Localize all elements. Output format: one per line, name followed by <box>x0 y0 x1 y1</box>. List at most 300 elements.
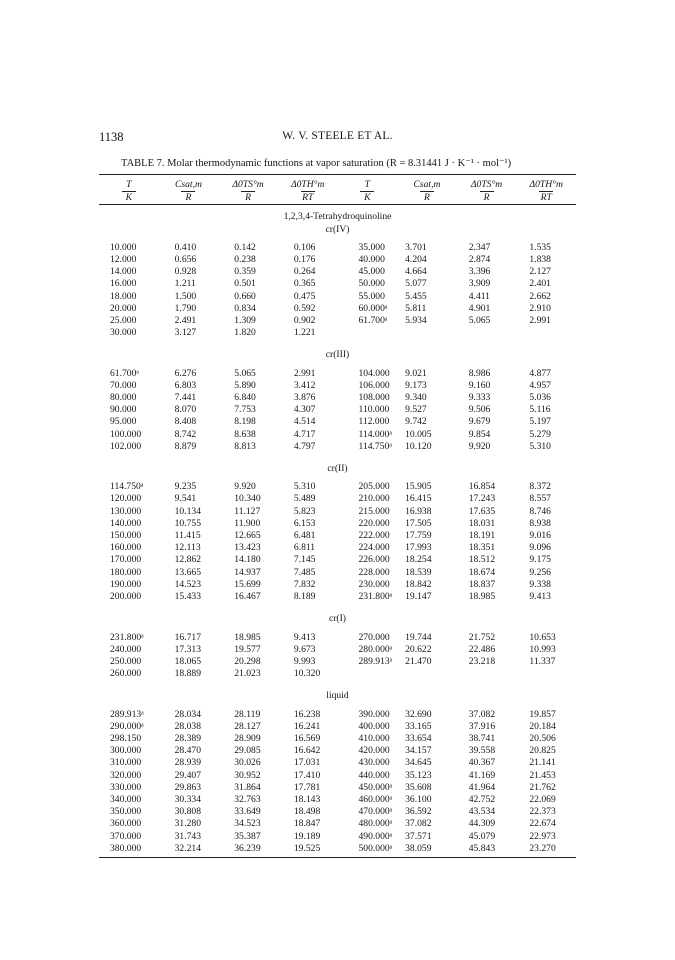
table-cell: 11.415 <box>174 530 201 542</box>
table-row <box>99 530 576 542</box>
table-cell: 2.127 <box>529 266 551 278</box>
table-cell: 9.160 <box>468 379 491 391</box>
table-cell: 16.241 <box>293 720 321 732</box>
table-cell: 4.307 <box>293 404 316 416</box>
table-cell: 20.000 <box>110 302 137 314</box>
table-cell: 17.993 <box>405 542 432 554</box>
table-row <box>99 831 576 843</box>
column-unit: R <box>241 191 255 204</box>
table-cell: 43.534 <box>468 806 496 818</box>
table-cell: 37.916 <box>468 720 496 732</box>
table-row <box>99 843 576 858</box>
table-cell: 0.359 <box>234 266 256 278</box>
table-cell: 140.000 <box>110 517 142 529</box>
table-cell: 170.000 <box>110 554 142 566</box>
table-cell: 4.664 <box>405 266 427 278</box>
table-cell: 21.453 <box>529 769 556 781</box>
table-cell: 180.000 <box>110 566 142 578</box>
table-cell: 5.890 <box>234 379 256 391</box>
table-cell: 55.000 <box>358 290 385 302</box>
table-cell: 470.000ᵃ <box>358 806 393 818</box>
table-cell: 12.113 <box>174 542 201 554</box>
table-cell: 50.000 <box>358 278 385 290</box>
table-cell: 4.877 <box>529 367 551 379</box>
table-cell: 350.000 <box>110 806 142 818</box>
table-cell: 0.106 <box>293 241 316 253</box>
table-cell <box>457 668 517 680</box>
table-cell: 9.175 <box>529 554 551 566</box>
table-body <box>99 175 576 858</box>
table-cell: 17.781 <box>293 781 321 793</box>
table-cell: 9.413 <box>529 591 551 603</box>
table-cell: 1.820 <box>234 327 256 339</box>
table-cell: 490.000ᵃ <box>358 830 393 842</box>
table-cell: 0.834 <box>234 302 256 314</box>
table-cell: 7.753 <box>234 404 256 416</box>
table-cell: 22.973 <box>529 830 556 842</box>
table-cell: 32.763 <box>234 793 261 805</box>
table-cell <box>516 668 576 680</box>
table-cell: 5.823 <box>293 505 316 517</box>
table-cell: 90.000 <box>110 404 137 416</box>
phase-label: cr(III) <box>325 349 350 361</box>
table-cell: 0.928 <box>174 266 197 278</box>
table-cell: 28.389 <box>174 732 202 744</box>
table-cell: 29.085 <box>234 745 261 757</box>
table-cell: 1.535 <box>529 241 551 253</box>
table-cell: 289.913ᵃ <box>358 655 393 667</box>
table-cell: 9.173 <box>405 379 427 391</box>
table-cell: 9.742 <box>405 416 427 428</box>
table-cell: 0.410 <box>174 241 197 253</box>
table-cell: 6.840 <box>234 392 256 404</box>
table-cell: 17.635 <box>468 505 496 517</box>
phase-label: liquid <box>326 690 349 702</box>
table-cell: 30.000 <box>110 327 137 339</box>
table-cell: 15.905 <box>405 481 432 493</box>
table-row <box>99 554 576 566</box>
table-cell: 4.797 <box>293 440 316 452</box>
table-row <box>99 733 576 745</box>
table-cell: 1.309 <box>234 315 256 327</box>
table-cell: 298.150 <box>110 732 142 744</box>
table-cell: 18.847 <box>293 818 321 830</box>
thermo-table <box>99 174 576 858</box>
table-cell: 28.127 <box>234 720 261 732</box>
table-cell: 210.000 <box>358 493 390 505</box>
table-cell: 18.985 <box>234 631 261 643</box>
column-header: Δ0TH°m <box>290 179 325 190</box>
table-row <box>99 644 576 656</box>
table-row <box>99 380 576 392</box>
table-cell: 8.813 <box>234 440 256 452</box>
column-header: Δ0TH°m <box>529 179 563 190</box>
column-unit: R <box>181 191 195 204</box>
table-cell: 104.000 <box>358 367 390 379</box>
table-cell: 5.116 <box>529 404 551 416</box>
table-cell: 41.169 <box>468 769 496 781</box>
table-cell: 45.843 <box>457 843 517 858</box>
table-cell: 0.238 <box>234 254 256 266</box>
table-cell: 8.638 <box>234 428 256 440</box>
table-cell: 7.441 <box>174 392 197 404</box>
table-cell: 29.407 <box>174 769 202 781</box>
phase-row <box>99 613 576 625</box>
table-cell: 18.539 <box>405 566 432 578</box>
table-row <box>99 441 576 453</box>
table-cell: 20.184 <box>529 720 556 732</box>
table-cell: 231.800ᵃ <box>110 631 144 643</box>
table-cell: 410.000 <box>358 732 390 744</box>
table-cell: 9.541 <box>174 493 197 505</box>
table-cell: 45.000 <box>358 266 385 278</box>
table-cell: 9.413 <box>293 631 316 643</box>
column-header: T <box>126 179 132 190</box>
table-cell: 15.699 <box>234 578 261 590</box>
table-cell: 12.000 <box>110 254 137 266</box>
table-cell: 4.411 <box>468 290 490 302</box>
table-cell: 21.141 <box>529 757 556 769</box>
table-cell: 37.571 <box>405 830 432 842</box>
table-cell: 9.506 <box>468 404 491 416</box>
table-cell: 108.000 <box>358 392 390 404</box>
table-cell: 110.000 <box>358 404 390 416</box>
table-cell <box>338 327 398 339</box>
table-cell: 18.837 <box>468 578 496 590</box>
table-cell: 10.340 <box>234 493 261 505</box>
table-cell: 5.934 <box>405 315 427 327</box>
table-cell: 340.000 <box>110 793 142 805</box>
table-cell: 40.367 <box>468 757 496 769</box>
table-row <box>99 392 576 404</box>
table-cell: 0.264 <box>293 266 316 278</box>
table-cell: 9.333 <box>468 392 491 404</box>
page-number: 1138 <box>99 130 124 144</box>
column-header: Δ0TS°m <box>470 179 503 190</box>
table-cell: 10.000 <box>110 241 137 253</box>
table-cell: 16.467 <box>234 591 261 603</box>
table-cell: 22.373 <box>529 806 556 818</box>
table-cell: 95.000 <box>110 416 137 428</box>
table-cell: 36.100 <box>405 793 432 805</box>
table-cell: 8.879 <box>174 440 197 452</box>
table-cell: 19.147 <box>405 591 432 603</box>
phase-label: cr(IV) <box>325 223 350 235</box>
table-cell: 61.700ᵃ <box>358 315 388 327</box>
table-cell: 8.198 <box>234 416 256 428</box>
table-cell: 0.501 <box>234 278 256 290</box>
table-cell: 480.000ᵃ <box>358 818 393 830</box>
table-cell: 18.191 <box>468 530 496 542</box>
table-cell: 13.423 <box>234 542 261 554</box>
table-row <box>99 315 576 327</box>
table-cell: 23.218 <box>468 655 496 667</box>
running-head: W. V. STEELE ET AL. <box>282 130 393 142</box>
table-cell: 8.746 <box>529 505 551 517</box>
table-cell: 28.034 <box>174 708 202 720</box>
table-cell: 60.000ᵃ <box>358 302 388 314</box>
table-cell: 200.000 <box>110 591 142 603</box>
table-cell: 106.000 <box>358 379 390 391</box>
column-header: Δ0TS°m <box>232 179 264 190</box>
table-cell: 160.000 <box>110 542 142 554</box>
table-cell: 8.408 <box>174 416 197 428</box>
table-row <box>99 721 576 733</box>
table-cell: 33.654 <box>405 732 432 744</box>
table-row <box>99 818 576 830</box>
table-cell: 28.470 <box>174 745 202 757</box>
table-cell: 130.000 <box>110 505 142 517</box>
table-cell <box>457 327 517 339</box>
table-cell: 28.038 <box>174 720 202 732</box>
table-cell: 9.920 <box>234 481 256 493</box>
table-cell: 40.000 <box>358 254 385 266</box>
table-cell: 9.016 <box>529 530 551 542</box>
table-cell: 460.000ᵃ <box>358 793 393 805</box>
table-cell: 17.759 <box>405 530 432 542</box>
table-cell: 28.909 <box>234 732 261 744</box>
phase-row <box>99 690 576 702</box>
table-cell: 35.608 <box>405 781 432 793</box>
table-cell: 8.070 <box>174 404 197 416</box>
table-cell: 19.577 <box>234 643 261 655</box>
table-cell: 9.679 <box>468 416 491 428</box>
table-cell: 0.902 <box>293 315 316 327</box>
table-cell: 17.410 <box>293 769 321 781</box>
table-cell: 16.238 <box>293 708 321 720</box>
table-cell: 9.256 <box>529 566 551 578</box>
table-cell: 226.000 <box>358 554 390 566</box>
table-cell: 20.622 <box>405 643 432 655</box>
table-cell: 4.514 <box>293 416 316 428</box>
table-cell: 190.000 <box>110 578 142 590</box>
table-row <box>99 266 576 278</box>
table-cell: 300.000 <box>110 745 142 757</box>
table-row <box>99 806 576 818</box>
table-cell: 80.000 <box>110 392 137 404</box>
table-cell: 9.338 <box>529 578 551 590</box>
table-cell: 270.000 <box>358 631 390 643</box>
table-cell: 35.387 <box>234 830 261 842</box>
table-cell: 18.065 <box>174 655 202 667</box>
table-cell: 360.000 <box>110 818 142 830</box>
table-row <box>99 429 576 441</box>
header-row-bottom <box>99 191 576 205</box>
table-cell: 5.489 <box>293 493 316 505</box>
table-cell <box>338 668 398 680</box>
table-cell: 6.481 <box>293 530 316 542</box>
table-row <box>99 368 576 380</box>
table-cell: 45.079 <box>468 830 496 842</box>
table-cell: 8.372 <box>529 481 551 493</box>
table-cell: 16.938 <box>405 505 432 517</box>
table-cell: 6.803 <box>174 379 197 391</box>
table-cell: 9.096 <box>529 542 551 554</box>
table-cell: 10.134 <box>174 505 202 517</box>
table-cell: 120.000 <box>110 493 142 505</box>
phase-row <box>99 463 576 475</box>
table-cell: 3.701 <box>405 241 427 253</box>
table-cell: 9.673 <box>293 643 316 655</box>
table-cell: 22.069 <box>529 793 556 805</box>
table-cell: 2.910 <box>529 302 551 314</box>
table-cell: 0.592 <box>293 302 316 314</box>
table-cell: 0.656 <box>174 254 197 266</box>
phase-label: cr(II) <box>327 463 348 475</box>
table-cell: 9.527 <box>405 404 427 416</box>
table-cell: 16.569 <box>293 732 321 744</box>
table-cell: 114.750ᵃ <box>110 481 144 493</box>
table-cell: 14.180 <box>234 554 261 566</box>
table-cell: 310.000 <box>110 757 142 769</box>
table-cell: 14.000 <box>110 266 137 278</box>
table-cell: 2.491 <box>174 315 197 327</box>
table-cell: 17.243 <box>468 493 496 505</box>
table-row <box>99 757 576 769</box>
compound-name: 1,2,3,4-Tetrahydroquinoline <box>283 211 392 223</box>
column-header: Csat,m <box>174 179 202 190</box>
table-cell: 18.985 <box>468 591 496 603</box>
table-cell: 450.000ᵃ <box>358 781 393 793</box>
table-cell: 1.838 <box>529 254 551 266</box>
table-cell: 38.059 <box>397 843 457 858</box>
table-cell: 36.239 <box>218 843 278 858</box>
table-cell: 400.000 <box>358 720 390 732</box>
table-cell: 2.347 <box>468 241 491 253</box>
table-cell: 220.000 <box>358 517 390 529</box>
table-cell: 2.991 <box>529 315 551 327</box>
table-cell: 102.000 <box>110 440 142 452</box>
table-cell: 14.523 <box>174 578 202 590</box>
table-cell: 3.876 <box>293 392 316 404</box>
compound-row <box>99 211 576 223</box>
table-cell: 100.000 <box>110 428 142 440</box>
phase-label: cr(I) <box>328 613 347 625</box>
table-cell: 17.313 <box>174 643 202 655</box>
column-header: T <box>364 179 370 190</box>
table-cell: 28.939 <box>174 757 202 769</box>
table-cell: 2.991 <box>293 367 316 379</box>
table-cell: 14.937 <box>234 566 261 578</box>
table-cell: 0.475 <box>293 290 316 302</box>
table-cell: 6.276 <box>174 367 197 379</box>
table-row <box>99 709 576 721</box>
table-cell: 21.470 <box>405 655 432 667</box>
table-row <box>99 591 576 603</box>
table-cell: 12.665 <box>234 530 261 542</box>
phase-row <box>99 224 576 236</box>
table-row <box>99 745 576 757</box>
table-cell: 3.909 <box>468 278 491 290</box>
table-cell: 20.825 <box>529 745 556 757</box>
table-cell: 33.165 <box>405 720 432 732</box>
table-cell: 41.964 <box>468 781 496 793</box>
table-cell: 19.744 <box>405 631 432 643</box>
table-cell: 17.505 <box>405 517 432 529</box>
table-cell: 231.800ᵃ <box>358 591 393 603</box>
table-cell: 11.900 <box>234 517 261 529</box>
table-cell: 33.649 <box>234 806 261 818</box>
table-cell: 20.506 <box>529 732 556 744</box>
table-cell: 0.142 <box>234 241 256 253</box>
table-cell: 10.993 <box>529 643 556 655</box>
table-cell: 18.512 <box>468 554 496 566</box>
table-row <box>99 506 576 518</box>
table-cell: 8.938 <box>529 517 551 529</box>
table-row <box>99 278 576 290</box>
table-cell: 0.176 <box>293 254 316 266</box>
table-row <box>99 518 576 530</box>
table-cell: 7.485 <box>293 566 316 578</box>
table-cell: 5.310 <box>529 440 551 452</box>
table-cell: 150.000 <box>110 530 142 542</box>
table-cell: 390.000 <box>358 708 390 720</box>
page-header <box>99 130 576 146</box>
table-cell: 18.143 <box>293 793 321 805</box>
table-cell: 16.642 <box>293 745 321 757</box>
table-cell: 7.145 <box>293 554 316 566</box>
table-cell: 19.189 <box>293 830 321 842</box>
table-cell <box>397 668 457 680</box>
table-cell: 114.750ᵃ <box>358 440 392 452</box>
table-cell: 10.005 <box>405 428 432 440</box>
table-cell: 260.000 <box>110 668 142 680</box>
table-row <box>99 481 576 493</box>
table-cell: 380.000 <box>99 843 159 858</box>
table-cell: 18.674 <box>468 566 496 578</box>
table-cell: 9.854 <box>468 428 491 440</box>
table-cell: 10.120 <box>405 440 432 452</box>
table-row <box>99 404 576 416</box>
column-unit: RT <box>540 192 552 204</box>
table-cell: 29.863 <box>174 781 202 793</box>
table-cell: 215.000 <box>358 505 390 517</box>
table-cell: 34.523 <box>234 818 261 830</box>
table-cell: 5.077 <box>405 278 427 290</box>
table-cell: 420.000 <box>358 745 390 757</box>
table-cell: 5.036 <box>529 392 551 404</box>
column-unit: K <box>360 191 374 204</box>
table-row <box>99 794 576 806</box>
table-row <box>99 632 576 644</box>
table-cell: 31.743 <box>174 830 202 842</box>
table-cell: 250.000 <box>110 655 142 667</box>
table-cell: 44.309 <box>468 818 496 830</box>
table-cell: 430.000 <box>358 757 390 769</box>
table-cell: 30.952 <box>234 769 261 781</box>
table-cell: 5.455 <box>405 290 427 302</box>
table-cell: 7.832 <box>293 578 316 590</box>
table-cell: 22.674 <box>529 818 556 830</box>
phase-row <box>99 349 576 361</box>
table-row <box>99 656 576 668</box>
table-cell: 9.993 <box>293 655 316 667</box>
table-cell: 1.500 <box>174 290 197 302</box>
table-cell: 1.221 <box>293 327 316 339</box>
table-row <box>99 493 576 505</box>
table-cell: 224.000 <box>358 542 390 554</box>
table-cell: 230.000 <box>358 578 390 590</box>
table-cell: 34.157 <box>405 745 432 757</box>
table-row <box>99 303 576 315</box>
table-cell: 2.401 <box>529 278 551 290</box>
table-cell: 6.811 <box>293 542 316 554</box>
table-cell: 19.857 <box>529 708 556 720</box>
table-row <box>99 254 576 266</box>
table-row <box>99 291 576 303</box>
table-cell: 16.717 <box>174 631 202 643</box>
table-cell: 12.862 <box>174 554 202 566</box>
